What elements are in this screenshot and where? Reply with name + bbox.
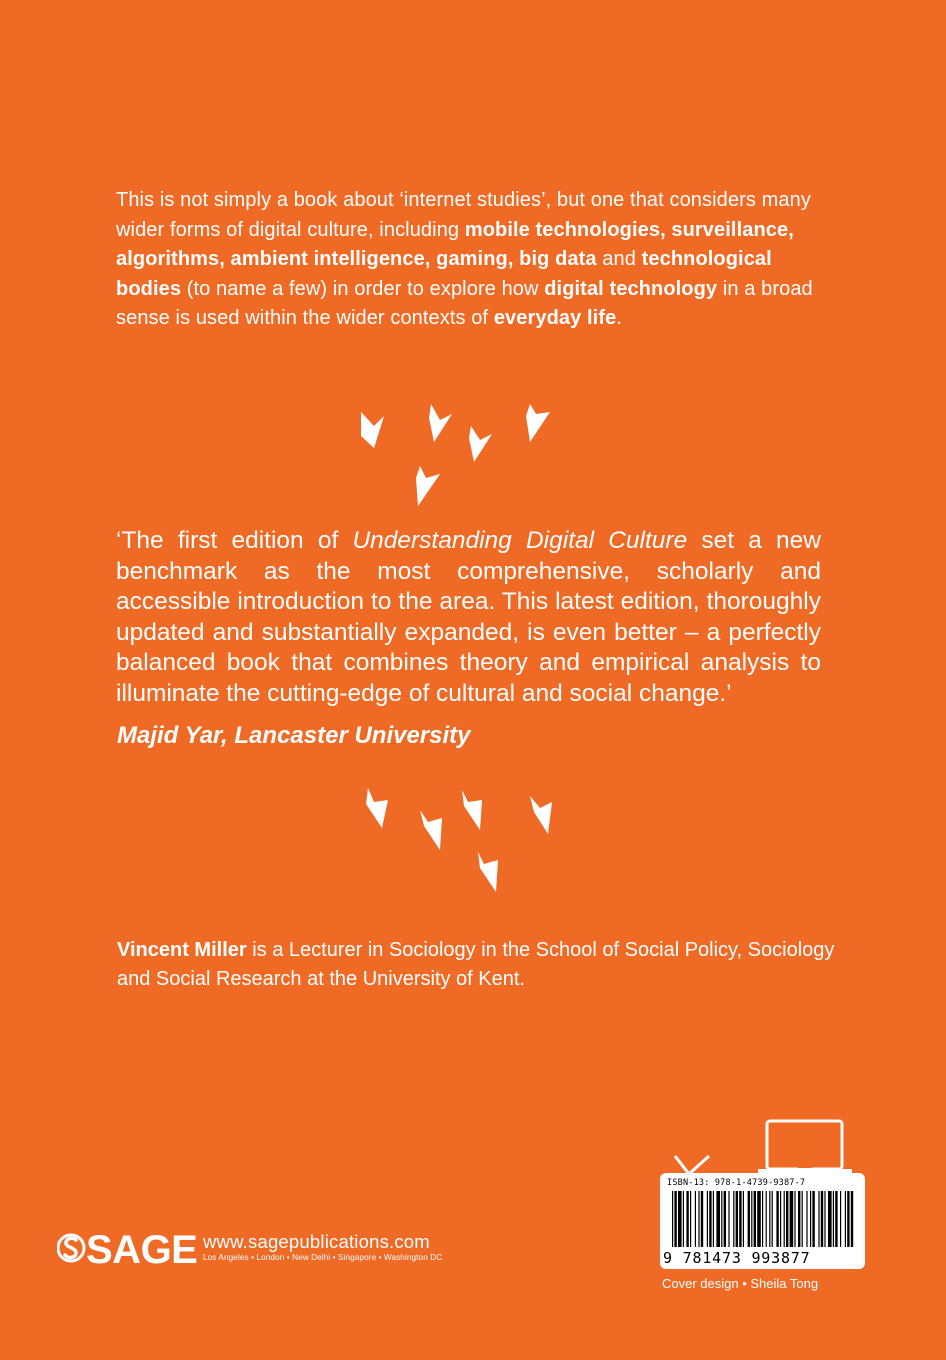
- barcode-bar: [690, 1191, 691, 1247]
- barcode-bar: [845, 1191, 846, 1247]
- cover-design-credit: Cover design • Sheila Tong: [662, 1276, 819, 1291]
- barcode-bar: [828, 1191, 832, 1247]
- quote-attribution: Majid Yar, Lancaster University: [117, 722, 471, 749]
- barcode-bar: [769, 1191, 770, 1247]
- barcode-bar: [810, 1191, 811, 1247]
- barcode-bar: [776, 1191, 778, 1247]
- quote-text: ‘The first edition of: [116, 527, 353, 554]
- blurb-text: This is not simply a book about ‘internet studies’, but one that considers many wider forms of digital culture, including: [116, 189, 811, 241]
- barcode-bar: [821, 1191, 823, 1247]
- barcode-bar: [736, 1191, 738, 1247]
- barcode-bar: [812, 1191, 814, 1247]
- barcode-bar: [683, 1191, 684, 1247]
- author-bio-text: is a Lecturer in Sociology in the School of Social Policy, Sociology and Social Research at the University of Kent.: [117, 939, 835, 990]
- blurb-keywords: mobile technologies, surveillance, algorithms, ambient intelligence, gaming, big data: [116, 218, 794, 271]
- barcode-bar: [672, 1191, 673, 1247]
- barcode-bar: [674, 1191, 676, 1247]
- blurb-keywords: everyday life: [493, 307, 617, 330]
- barcode-bar: [701, 1191, 703, 1247]
- barcode-bar: [818, 1191, 819, 1247]
- barcode-bar: [743, 1191, 744, 1247]
- barcode-bar: [806, 1191, 807, 1247]
- barcode-bar: [707, 1191, 708, 1247]
- barcode-bar: [751, 1191, 752, 1247]
- blurb-text: .: [616, 307, 622, 330]
- barcode-bar: [784, 1191, 785, 1247]
- barcode-bar: [766, 1191, 767, 1247]
- blurb-text: in a broad sense is used within the wider contexts of: [116, 277, 813, 330]
- barcode-bar: [724, 1191, 726, 1247]
- barcode-bar: [802, 1191, 803, 1247]
- barcode-bar: [686, 1191, 688, 1247]
- barcode-bar: [713, 1191, 714, 1247]
- barcode-bar: [748, 1191, 750, 1247]
- barcode-bar: [798, 1191, 800, 1247]
- barcode-bar: [772, 1191, 773, 1247]
- barcode-bar: [780, 1191, 781, 1247]
- barcode-bar: [709, 1191, 711, 1247]
- barcode-bar: [835, 1191, 837, 1247]
- publisher-url: www.sagepublications.com: [203, 1231, 430, 1252]
- barcode-bar: [739, 1191, 741, 1247]
- barcode-bar: [847, 1191, 849, 1247]
- quote-book-title: Understanding Digital Culture: [352, 527, 688, 554]
- barcode-bar: [728, 1191, 729, 1247]
- barcode-bar: [754, 1191, 756, 1247]
- barcode-bar: [824, 1191, 825, 1247]
- barcode-bar: [678, 1191, 682, 1247]
- barcode-bar: [790, 1191, 794, 1247]
- barcode-digits: 9 781473 993877: [663, 1249, 811, 1267]
- blurb-keywords: technological bodies: [116, 248, 772, 300]
- barcode-bar: [733, 1191, 734, 1247]
- barcode-bar: [840, 1191, 841, 1247]
- isbn-label: ISBN-13: 978-1-4739-9387-7: [667, 1178, 806, 1188]
- barcode-bar: [762, 1191, 763, 1247]
- quote-text: set a new benchmark as the most comprehensive, scholarly and accessible introduction to the area. This latest edition, thoroughly updated and substantially expanded, is even better – a perfectly balanced book that combines theory and empirical analysis to illuminate the cutting-edge of cultural and social change.’: [116, 527, 821, 707]
- author-name: Vincent Miller: [117, 939, 247, 961]
- blurb-keywords: digital technology: [544, 277, 718, 300]
- barcode-bar: [716, 1191, 720, 1247]
- blurb-text: (to name a few) in order to explore how: [181, 277, 545, 300]
- publisher-logo-text: SAGE: [86, 1228, 198, 1272]
- publisher-cities: Los Angeles • London • New Delhi • Singapore • Washington DC: [203, 1253, 443, 1262]
- barcode-bar: [721, 1191, 722, 1247]
- barcode-bar: [833, 1191, 834, 1247]
- barcode-bar: [794, 1191, 795, 1247]
- barcode-bar: [698, 1191, 699, 1247]
- barcode-bar: [786, 1191, 788, 1247]
- blurb-text: and: [596, 248, 642, 271]
- barcode-bar: [695, 1191, 696, 1247]
- barcode-bar: [851, 1191, 853, 1247]
- barcode-bar: [757, 1191, 761, 1247]
